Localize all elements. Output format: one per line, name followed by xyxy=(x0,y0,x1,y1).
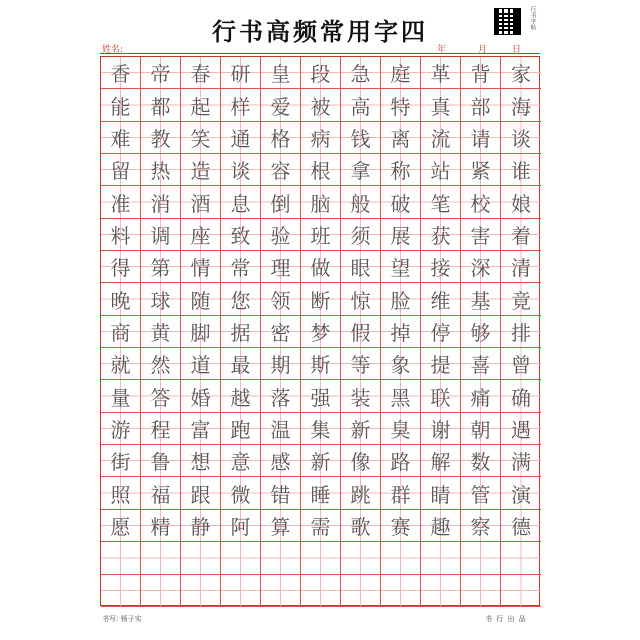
grid-cell xyxy=(221,575,261,607)
grid-cell: 春 xyxy=(181,57,221,89)
grid-cell xyxy=(461,575,501,607)
grid-cell xyxy=(501,542,541,574)
grid-cell: 笔 xyxy=(421,186,461,218)
grid-cell: 竟 xyxy=(501,283,541,315)
grid-cell: 球 xyxy=(141,283,181,315)
grid-cell: 新 xyxy=(301,445,341,477)
grid-cell xyxy=(421,542,461,574)
grid-cell: 验 xyxy=(261,219,301,251)
grid-cell: 感 xyxy=(261,445,301,477)
grid-cell: 阿 xyxy=(221,510,261,542)
grid-cell: 街 xyxy=(101,445,141,477)
grid-cell: 钱 xyxy=(341,122,381,154)
grid-cell: 算 xyxy=(261,510,301,542)
practice-sheet xyxy=(85,0,555,640)
grid-cell: 紧 xyxy=(461,154,501,186)
grid-cell: 赛 xyxy=(381,510,421,542)
grid-cell: 晚 xyxy=(101,283,141,315)
grid-cell: 睡 xyxy=(301,477,341,509)
grid-cell: 痛 xyxy=(461,380,501,412)
grid-cell: 想 xyxy=(181,445,221,477)
grid-cell: 眼 xyxy=(341,251,381,283)
grid-cell: 深 xyxy=(461,251,501,283)
grid-cell: 常 xyxy=(221,251,261,283)
grid-cell: 朝 xyxy=(461,413,501,445)
grid-cell: 背 xyxy=(461,57,501,89)
grid-cell: 谢 xyxy=(421,413,461,445)
grid-cell: 得 xyxy=(101,251,141,283)
grid-cell: 臭 xyxy=(381,413,421,445)
grid-cell: 最 xyxy=(221,348,261,380)
grid-cell xyxy=(261,575,301,607)
grid-cell: 倒 xyxy=(261,186,301,218)
grid-cell: 领 xyxy=(261,283,301,315)
grid-cell: 断 xyxy=(301,283,341,315)
grid-cell: 须 xyxy=(341,219,381,251)
grid-cell: 趣 xyxy=(421,510,461,542)
grid-cell: 起 xyxy=(181,89,221,121)
grid-cell xyxy=(341,575,381,607)
grid-cell: 校 xyxy=(461,186,501,218)
grid-cell: 需 xyxy=(301,510,341,542)
grid-cell xyxy=(181,575,221,607)
grid-cell: 够 xyxy=(461,316,501,348)
grid-cell: 跟 xyxy=(181,477,221,509)
grid-cell: 黑 xyxy=(381,380,421,412)
grid-cell: 愿 xyxy=(101,510,141,542)
grid-cell: 福 xyxy=(141,477,181,509)
grid-cell: 期 xyxy=(261,348,301,380)
grid-cell: 情 xyxy=(181,251,221,283)
grid-cell: 造 xyxy=(181,154,221,186)
grid-cell: 获 xyxy=(421,219,461,251)
grid-cell xyxy=(301,542,341,574)
grid-cell: 请 xyxy=(461,122,501,154)
grid-cell: 段 xyxy=(301,57,341,89)
grid-cell: 难 xyxy=(101,122,141,154)
grid-cell: 教 xyxy=(141,122,181,154)
grid-cell: 做 xyxy=(301,251,341,283)
grid-cell: 意 xyxy=(221,445,261,477)
grid-cell: 温 xyxy=(261,413,301,445)
grid-cell: 婚 xyxy=(181,380,221,412)
grid-cell: 跳 xyxy=(341,477,381,509)
grid-cell: 喜 xyxy=(461,348,501,380)
grid-cell: 消 xyxy=(141,186,181,218)
grid-cell: 道 xyxy=(181,348,221,380)
grid-cell: 然 xyxy=(141,348,181,380)
grid-cell: 商 xyxy=(101,316,141,348)
grid-cell: 料 xyxy=(101,219,141,251)
grid-cell: 排 xyxy=(501,316,541,348)
grid-cell: 睛 xyxy=(421,477,461,509)
grid-cell: 破 xyxy=(381,186,421,218)
grid-cell xyxy=(501,575,541,607)
grid-cell: 着 xyxy=(501,219,541,251)
grid-cell: 装 xyxy=(341,380,381,412)
grid-cell: 根 xyxy=(301,154,341,186)
grid-cell: 脚 xyxy=(181,316,221,348)
grid-cell: 维 xyxy=(421,283,461,315)
grid-cell: 演 xyxy=(501,477,541,509)
grid-cell: 量 xyxy=(101,380,141,412)
grid-cell: 谈 xyxy=(221,154,261,186)
grid-cell: 确 xyxy=(501,380,541,412)
writer-label: 书写: xyxy=(102,615,119,623)
grid-cell: 随 xyxy=(181,283,221,315)
grid-cell: 留 xyxy=(101,154,141,186)
grid-cell xyxy=(181,542,221,574)
grid-cell: 通 xyxy=(221,122,261,154)
grid-cell: 理 xyxy=(261,251,301,283)
grid-cell: 样 xyxy=(221,89,261,121)
grid-cell: 娘 xyxy=(501,186,541,218)
grid-cell: 能 xyxy=(101,89,141,121)
grid-cell: 越 xyxy=(221,380,261,412)
grid-cell: 真 xyxy=(421,89,461,121)
grid-cell: 停 xyxy=(421,316,461,348)
grid-cell xyxy=(101,575,141,607)
grid-cell: 新 xyxy=(341,413,381,445)
grid-cell: 部 xyxy=(461,89,501,121)
grid-cell xyxy=(221,542,261,574)
grid-cell: 准 xyxy=(101,186,141,218)
grid-cell: 基 xyxy=(461,283,501,315)
grid-cell: 清 xyxy=(501,251,541,283)
grid-cell xyxy=(141,542,181,574)
grid-cell: 接 xyxy=(421,251,461,283)
grid-cell: 拿 xyxy=(341,154,381,186)
grid-cell: 班 xyxy=(301,219,341,251)
grid-cell: 般 xyxy=(341,186,381,218)
grid-cell xyxy=(461,542,501,574)
grid-cell: 谁 xyxy=(501,154,541,186)
grid-cell: 集 xyxy=(301,413,341,445)
grid-cell: 脑 xyxy=(301,186,341,218)
grid-cell: 照 xyxy=(101,477,141,509)
grid-cell: 高 xyxy=(341,89,381,121)
grid-cell: 热 xyxy=(141,154,181,186)
grid-cell: 管 xyxy=(461,477,501,509)
grid-cell: 就 xyxy=(101,348,141,380)
grid-cell: 被 xyxy=(301,89,341,121)
grid-cell xyxy=(301,575,341,607)
grid-cell: 黄 xyxy=(141,316,181,348)
grid-cell: 数 xyxy=(461,445,501,477)
grid-cell: 曾 xyxy=(501,348,541,380)
tianzige-grid xyxy=(100,56,540,606)
date-month-label: 月 xyxy=(478,45,488,55)
grid-cell: 遇 xyxy=(501,413,541,445)
grid-cell: 微 xyxy=(221,477,261,509)
grid-cell: 急 xyxy=(341,57,381,89)
grid-cell: 据 xyxy=(221,316,261,348)
grid-cell xyxy=(341,542,381,574)
grid-cell: 站 xyxy=(421,154,461,186)
grid-cell: 致 xyxy=(221,219,261,251)
grid-cell xyxy=(141,575,181,607)
grid-cell: 酒 xyxy=(181,186,221,218)
grid-cell: 精 xyxy=(141,510,181,542)
grid-cell: 流 xyxy=(421,122,461,154)
qr-code-icon xyxy=(494,8,521,35)
grid-cell: 斯 xyxy=(301,348,341,380)
grid-cell: 座 xyxy=(181,219,221,251)
grid-cell: 跑 xyxy=(221,413,261,445)
grid-cell: 格 xyxy=(261,122,301,154)
grid-cell: 香 xyxy=(101,57,141,89)
grid-cell xyxy=(261,542,301,574)
grid-cell: 海 xyxy=(501,89,541,121)
grid-cell: 离 xyxy=(381,122,421,154)
grid-cell: 都 xyxy=(141,89,181,121)
grid-cell: 研 xyxy=(221,57,261,89)
grid-cell: 展 xyxy=(381,219,421,251)
grid-cell: 息 xyxy=(221,186,261,218)
publisher-mark: 书 行 出 品 xyxy=(485,615,527,623)
grid-cell: 爱 xyxy=(261,89,301,121)
grid-cell: 您 xyxy=(221,283,261,315)
grid-cell: 家 xyxy=(501,57,541,89)
grid-cell: 错 xyxy=(261,477,301,509)
grid-cell: 察 xyxy=(461,510,501,542)
grid-cell: 假 xyxy=(341,316,381,348)
grid-cell: 象 xyxy=(381,348,421,380)
grid-cell: 解 xyxy=(421,445,461,477)
grid-cell: 掉 xyxy=(381,316,421,348)
grid-cell: 病 xyxy=(301,122,341,154)
grid-cell: 谈 xyxy=(501,122,541,154)
grid-cell: 强 xyxy=(301,380,341,412)
grid-cell: 容 xyxy=(261,154,301,186)
grid-cell: 惊 xyxy=(341,283,381,315)
grid-cell: 梦 xyxy=(301,316,341,348)
grid-cell: 帝 xyxy=(141,57,181,89)
grid-cell: 提 xyxy=(421,348,461,380)
grid-cell: 望 xyxy=(381,251,421,283)
grid-cell: 答 xyxy=(141,380,181,412)
grid-cell xyxy=(421,575,461,607)
grid-cell xyxy=(381,542,421,574)
grid-cell: 第 xyxy=(141,251,181,283)
grid-cell: 落 xyxy=(261,380,301,412)
date-year-label: 年 xyxy=(437,45,447,55)
grid-cell: 满 xyxy=(501,445,541,477)
date-day-label: 日 xyxy=(512,45,522,55)
grid-cell: 调 xyxy=(141,219,181,251)
writer-credit xyxy=(102,614,142,624)
grid-cell xyxy=(101,542,141,574)
grid-cell: 鲁 xyxy=(141,445,181,477)
grid-cell: 称 xyxy=(381,154,421,186)
grid-cell: 联 xyxy=(421,380,461,412)
grid-cell: 脸 xyxy=(381,283,421,315)
qr-caption: 行书字帖 xyxy=(529,6,536,30)
grid-cell: 革 xyxy=(421,57,461,89)
grid-cell: 富 xyxy=(181,413,221,445)
grid-cell: 歌 xyxy=(341,510,381,542)
grid-cell: 皇 xyxy=(261,57,301,89)
grid-cell: 群 xyxy=(381,477,421,509)
grid-cell xyxy=(381,575,421,607)
header-divider xyxy=(100,53,540,54)
grid-cell: 庭 xyxy=(381,57,421,89)
grid-cell: 害 xyxy=(461,219,501,251)
grid-cell: 游 xyxy=(101,413,141,445)
name-field-label: 姓名: xyxy=(102,45,124,55)
grid-cell: 笑 xyxy=(181,122,221,154)
grid-cell: 特 xyxy=(381,89,421,121)
grid-cell: 像 xyxy=(341,445,381,477)
page-title: 行书高频常用字四 xyxy=(212,17,428,46)
grid-cell: 等 xyxy=(341,348,381,380)
grid-cell: 路 xyxy=(381,445,421,477)
writer-name: 杨子实 xyxy=(120,615,142,623)
grid-cell: 静 xyxy=(181,510,221,542)
grid-cell: 程 xyxy=(141,413,181,445)
grid-cell: 德 xyxy=(501,510,541,542)
grid-cell: 密 xyxy=(261,316,301,348)
